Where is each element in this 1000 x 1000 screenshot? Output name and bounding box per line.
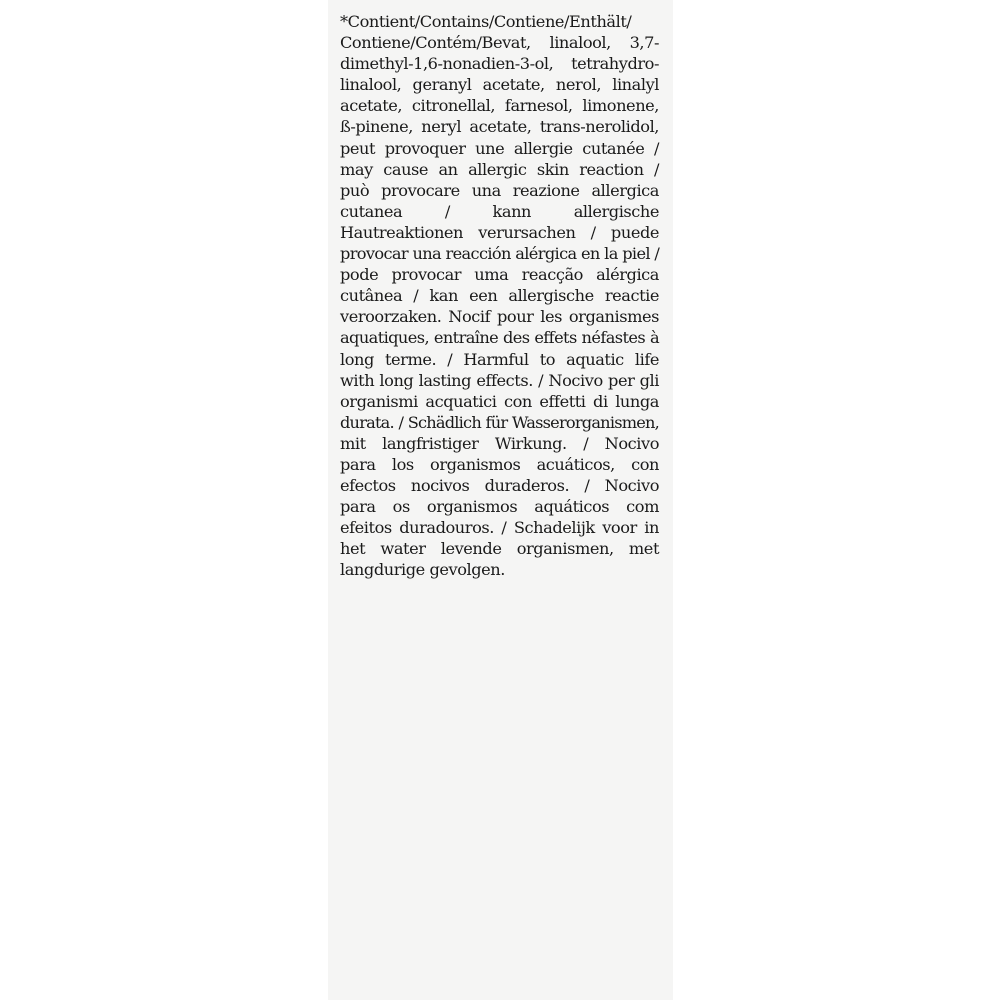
text-line: het water levende organismen, met (340, 539, 659, 559)
text-line: mit langfristiger Wirkung. / Nocivo (340, 433, 659, 453)
text-line: provocar una reacción alérgica en la piel / (340, 244, 660, 264)
text-line: può provocare una reazione allergica (340, 180, 659, 200)
ingredient-warning-text (340, 11, 659, 581)
text-line: may cause an allergic skin reaction / (340, 159, 659, 179)
text-line: ß-pinene, neryl acetate, trans-nerolidol, (340, 117, 659, 137)
text-line: Contiene/Contém/Bevat, linalool, 3,7- (340, 33, 659, 53)
text-line: Hautreaktionen verursachen / puede (340, 222, 659, 242)
text-line: cutânea / kan een allergische reactie (340, 286, 659, 306)
text-line: organismi acquatici con effetti di lunga (340, 391, 659, 411)
text-line: aquatiques, entraîne des effets néfastes à (340, 328, 659, 348)
text-line: efectos nocivos duraderos. / Nocivo (340, 476, 659, 496)
text-line: cutanea / kann allergische (340, 201, 659, 221)
text-line: veroorzaken. Nocif pour les organismes (340, 307, 659, 327)
label-panel (328, 0, 673, 1000)
text-line: linalool, geranyl acetate, nerol, linalyl (340, 75, 659, 95)
text-line: long terme. / Harmful to aquatic life (340, 349, 659, 369)
text-line: *Contient/Contains/Contiene/Enthält/ (340, 12, 632, 31)
text-line: peut provoquer une allergie cutanée / (340, 138, 659, 158)
text-line: para los organismos acuáticos, con (340, 454, 659, 474)
text-line: pode provocar uma reacção alérgica (340, 265, 659, 285)
text-line: with long lasting effects. / Nocivo per gli (340, 370, 659, 390)
text-line: dimethyl-1,6-nonadien-3-ol, tetrahydro- (340, 54, 659, 74)
text-line: para os organismos aquáticos com (340, 497, 659, 517)
text-line: durata. / Schädlich für Wasserorganismen, (340, 412, 659, 432)
text-line: langdurige gevolgen. (340, 560, 505, 580)
text-line: acetate, citronellal, farnesol, limonene, (340, 96, 659, 116)
text-line: efeitos duradouros. / Schadelijk voor in (340, 518, 659, 538)
